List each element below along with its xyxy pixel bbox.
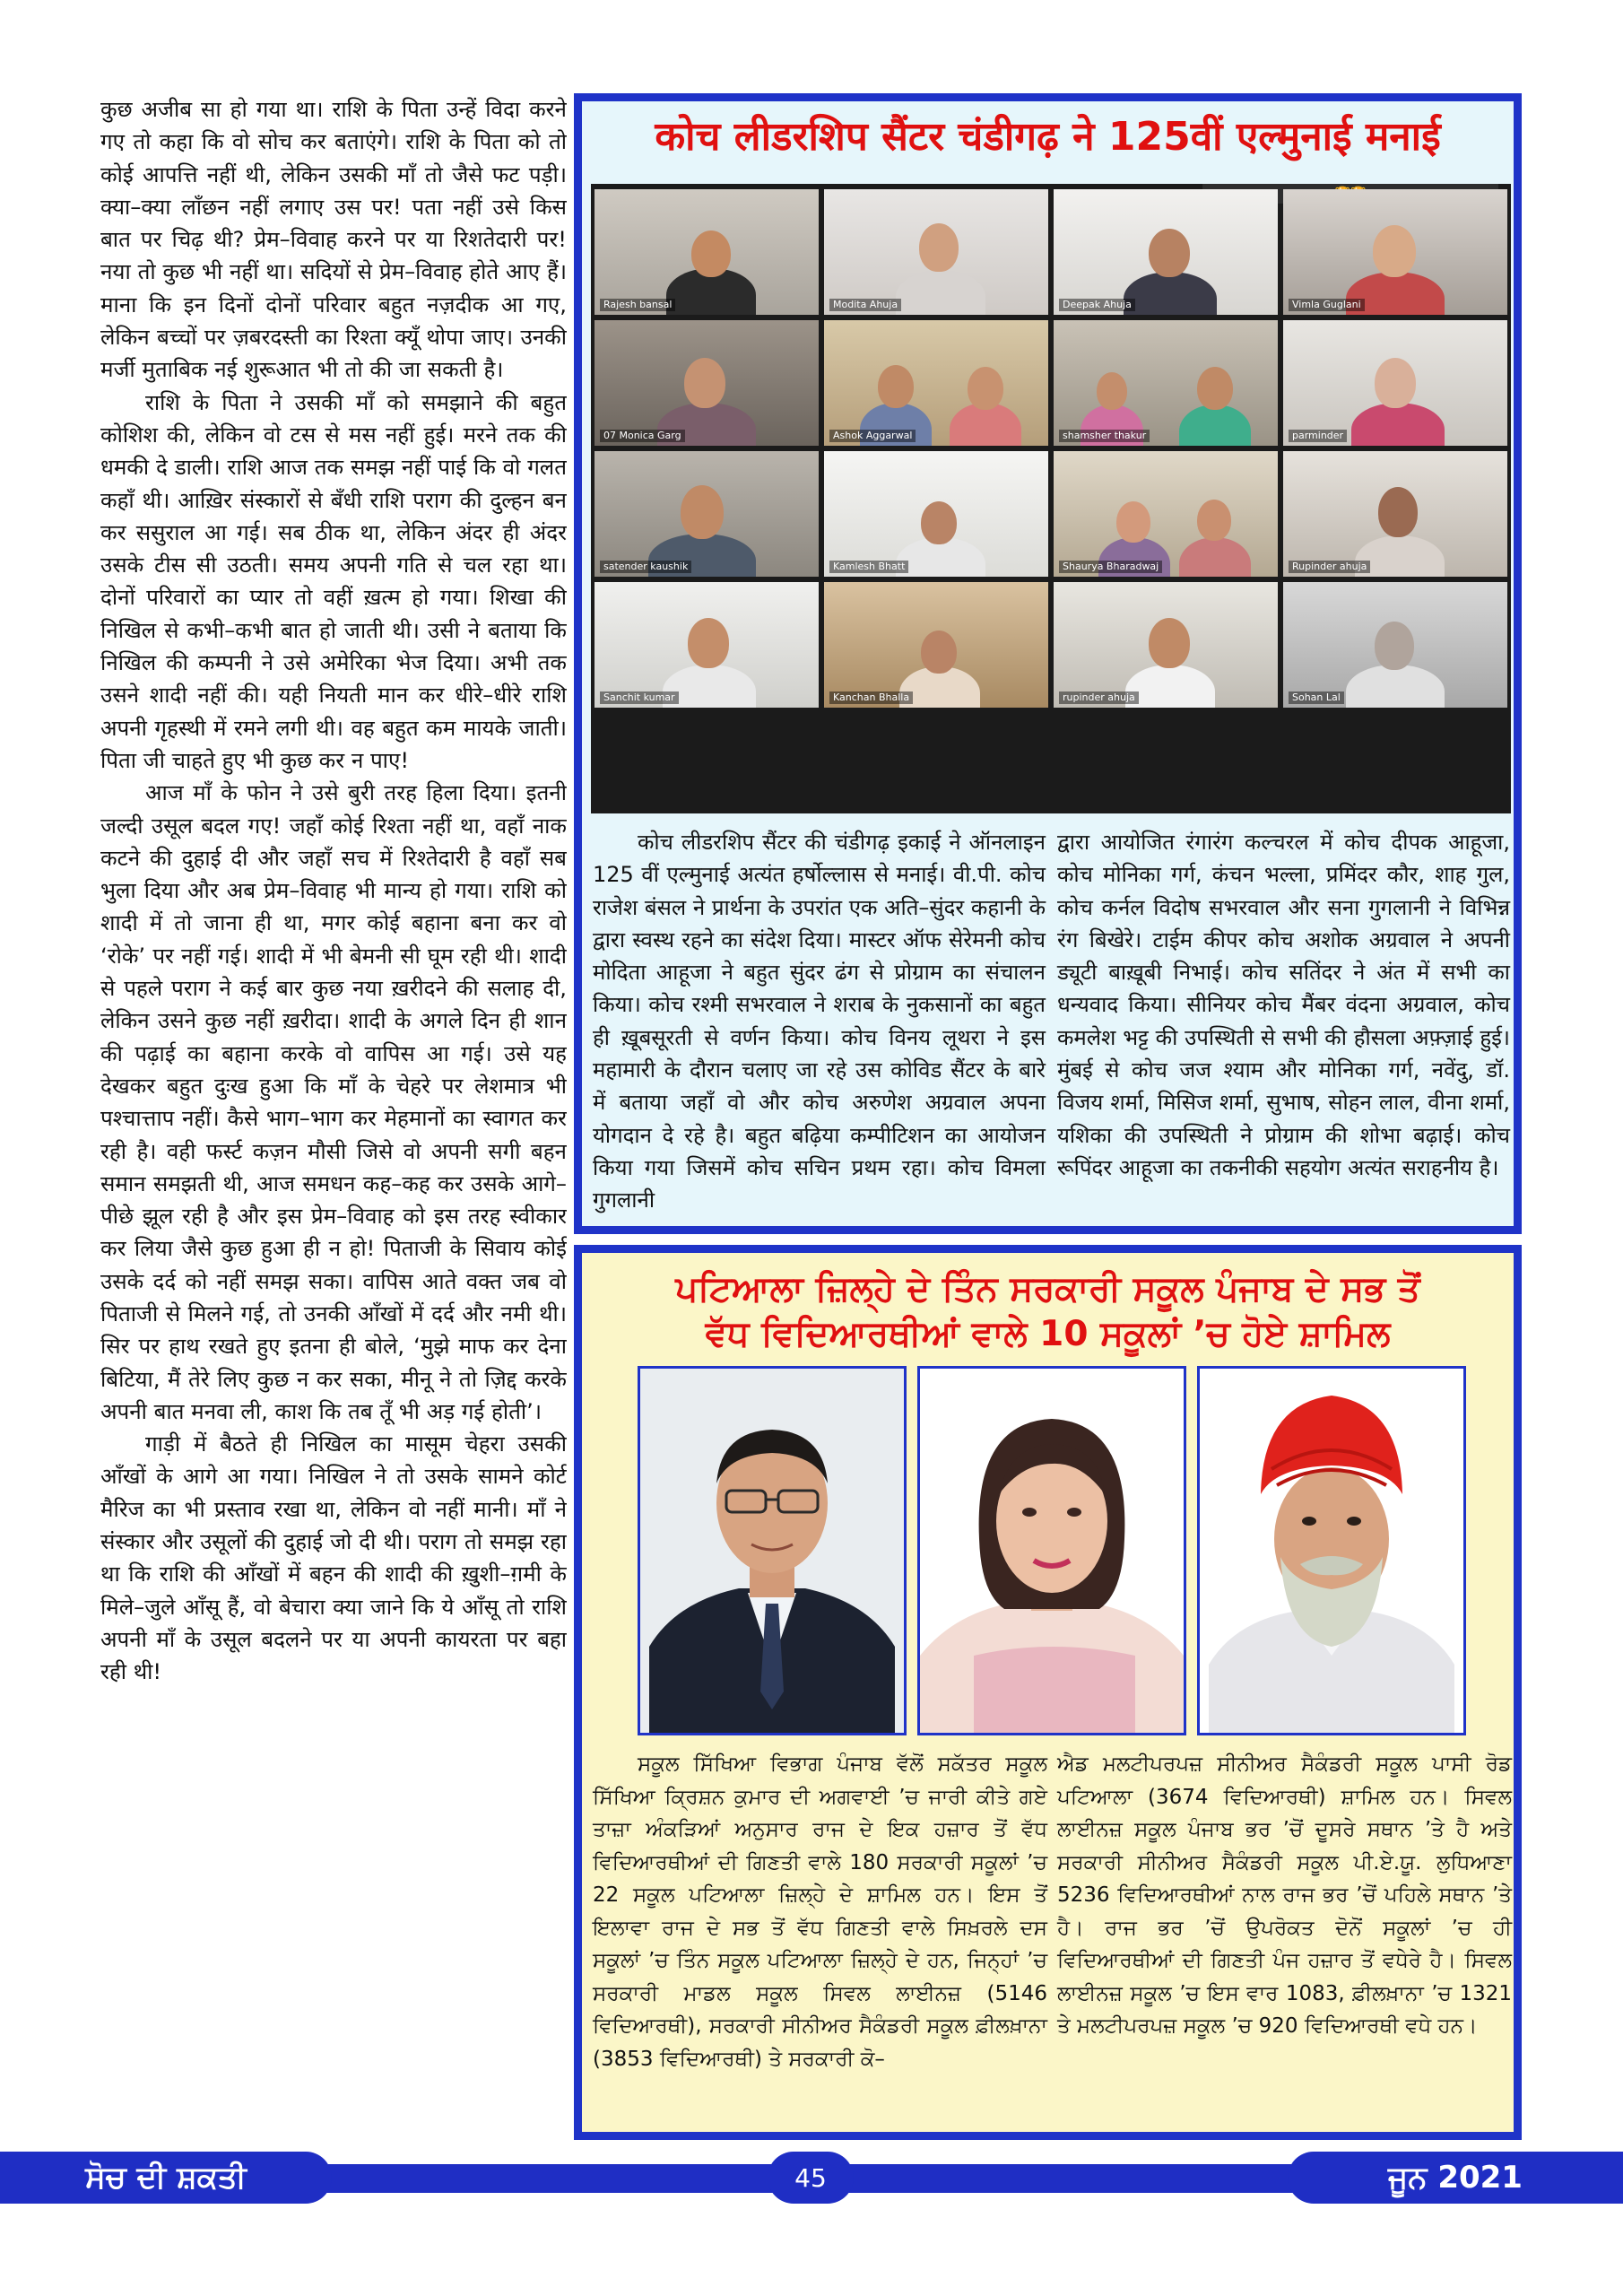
participant-name: 07 Monica Garg — [600, 430, 685, 442]
zoom-meeting-screenshot — [591, 184, 1511, 813]
article-schools-title-line2: ਵੱਧ ਵਿਦਿਆਰਥੀਆਂ ਵਾਲੇ 10 ਸਕੂਲਾਂ ’ਚ ਹੋਏ ਸ਼ਾਮਿਲ — [705, 1314, 1391, 1354]
video-tile — [1283, 189, 1507, 315]
participant-name: Ashok Aggarwal — [829, 430, 916, 442]
video-tile — [595, 451, 819, 577]
participant-name: rupinder ahuja — [1059, 691, 1139, 704]
story-paragraph: कुछ अजीब सा हो गया था। राशि के पिता उन्हें विदा करने गए तो कहा कि वो सोच कर बताएंगे। राशि के पिता को तो कोई आपत्ति नहीं थी, लेकिन उसकी माँ तो जैसे फट पड़ी। क्या–क्या लाँछन नहीं लगाए उस पर! पता नहीं उसे किस बात पर चिढ़ थी? प्रेम–विवाह करने पर या रिशतेदारी पर! नया तो कुछ भी नहीं था। सदियों से प्रेम–विवाह होते आए हैं। माना कि इन दिनों दोनों परिवार बहुत नज़दीक आ गए, लेकिन बच्चों पर ज़बरदस्ती का रिश्ता क्यूँ थोपा जाए। उनकी मर्जी मुताबिक नई शुरूआत भी तो की जा सकती है। — [100, 97, 567, 383]
video-tile — [824, 582, 1048, 708]
participant-name: Sanchit kumar — [600, 691, 679, 704]
video-tile — [1054, 189, 1278, 315]
video-tile — [1283, 451, 1507, 577]
participant-name: satender kaushik — [600, 561, 691, 573]
footer-magazine-name: ਸੋਚ ਦੀ ਸ਼ਕਤੀ — [0, 2152, 332, 2204]
footer-issue-date: ਜੂਨ 2021 — [1288, 2152, 1623, 2204]
article-alumni-box — [574, 93, 1522, 1234]
article-schools-title — [582, 1267, 1514, 1357]
participant-name: Shaurya Bharadwaj — [1059, 561, 1162, 573]
participant-name: Deepak Ahuja — [1059, 299, 1135, 311]
story-paragraph: गाड़ी में बैठते ही निखिल का मासूम चेहरा उसकी आँखों के आगे आ गया। निखिल ने तो उसके सामने कोर्ट मैरिज का भी प्रस्ताव रखा था, लेकिन वो नहीं मानी। माँ ने संस्कार और उसूलों की दुहाई जो दी थी। पराग तो समझ रहा था कि राशि की आँखों में बहन की शादी की ख़ुशी–ग़मी के मिले–जुले आँसू हैं, वो बेचारा क्या जाने कि ये आँसू तो राशि अपनी माँ के उसूल बदलने पर या अपनी कायरता पर बहा रही थी! — [100, 1431, 567, 1685]
video-tile — [1054, 451, 1278, 577]
video-tile — [1054, 320, 1278, 446]
video-tile — [824, 189, 1048, 315]
article-schools-box — [574, 1245, 1522, 2140]
article-alumni-text-left — [593, 826, 1046, 1217]
article-paragraph: ਸਕੂਲ ਸਿੱਖਿਆ ਵਿਭਾਗ ਪੰਜਾਬ ਵੱਲੋਂ ਸਕੱਤਰ ਸਕੂਲ ਸਿੱਖਿਆ ਕ੍ਰਿਸ਼ਨ ਕੁਮਾਰ ਦੀ ਅਗਵਾਈ ’ਚ ਜਾਰੀ ਕੀਤੇ ਗਏ ਤਾਜ਼ਾ ਅੰਕੜਿਆਂ ਅਨੁਸਾਰ ਰਾਜ ਦੇ ਇਕ ਹਜ਼ਾਰ ਤੋਂ ਵੱਧ ਵਿਦਿਆਰਥੀਆਂ ਦੀ ਗਿਣਤੀ ਵਾਲੇ 180 ਸਰਕਾਰੀ ਸਕੂਲਾਂ ’ਚ 22 ਸਕੂਲ ਪਟਿਆਲਾ ਜ਼ਿਲ੍ਹੇ ਦੇ ਸ਼ਾਮਿਲ ਹਨ। ਇਸ ਤੋਂ ਇਲਾਵਾ ਰਾਜ ਦੇ ਸਭ ਤੋਂ ਵੱਧ ਗਿਣਤੀ ਵਾਲੇ ਸਿਖ਼ਰਲੇ ਦਸ ਸਕੂਲਾਂ ’ਚ ਤਿੰਨ ਸਕੂਲ ਪਟਿਆਲਾ ਜ਼ਿਲ੍ਹੇ ਦੇ ਹਨ, ਜਿਨ੍ਹਾਂ ’ਚ ਸਰਕਾਰੀ ਮਾਡਲ ਸਕੂਲ ਸਿਵਲ ਲਾਈਨਜ਼ (5146 ਵਿਦਿਆਰਥੀ), ਸਰਕਾਰੀ ਸੀਨੀਅਰ ਸੈਕੰਡਰੀ ਸਕੂਲ ਫ਼ੀਲਖ਼ਾਨਾ (3853 ਵਿਦਿਆਰਥੀ) ਤੇ ਸਰਕਾਰੀ ਕੋ– — [593, 1752, 1047, 2071]
video-tile — [595, 582, 819, 708]
participant-name: Modita Ahuja — [829, 299, 901, 311]
participant-name: shamsher thakur — [1059, 430, 1150, 442]
video-tile — [824, 320, 1048, 446]
article-schools-text-right — [1057, 1748, 1512, 2043]
video-tile — [1283, 320, 1507, 446]
video-tile — [595, 320, 819, 446]
article-alumni-text-right — [1057, 826, 1510, 1184]
video-tile — [824, 451, 1048, 577]
portrait-photo-woman — [917, 1366, 1186, 1735]
footer-page-number: 45 — [768, 2152, 854, 2204]
participant-name: Kanchan Bhalla — [829, 691, 913, 704]
video-tile — [595, 189, 819, 315]
article-paragraph: कोच लीडरशिप सैंटर की चंडीगढ़ इकाई ने ऑनलाइन 125 वीं एल्मुनाई अत्यंत हर्षोल्लास से मनाई। वी.पी. कोच राजेश बंसल ने प्रार्थना के उपरांत एक अति–सुंदर कहानी के द्वारा स्वस्थ रहने का संदेश दिया। मास्टर ऑफ सेरेमनी कोच मोदिता आहूजा ने बहुत सुंदर ढंग से प्रोग्राम का संचालन किया। कोच रश्मी सभरवाल ने शराब के नुकसानों का बहुत ही ख़ूबसूरती से वर्णन किया। कोच विनय लूथरा ने इस महामारी के दौरान चलाए जा रहे उस कोविड सैंटर के बारे में बताया जहाँ वो और कोच अरुणेश अग्रवाल अपना योगदान दे रहे है। बहुत बढ़िया कम्पीटिशन का आयोजन किया गया जिसमें कोच सचिन प्रथम रहा। कोच विमला गुगलानी — [593, 830, 1046, 1213]
story-paragraph: राशि के पिता ने उसकी माँ को समझाने की बहुत कोशिश की, लेकिन वो टस से मस नहीं हुई। मरने तक की धमकी दे डाली। राशि आज तक समझ नहीं पाई कि वो गलत कहाँ थी। आख़िर संस्कारों से बँधी राशि पराग की दुल्हन बन कर ससुराल आ गई। सब ठीक था, लेकिन अंदर ही अंदर उसके टीस सी उठती। समय अपनी गति से चल रहा था। दोनों परिवारों का प्यार तो वहीं ख़त्म हो गया। शिखा की निखिल से कभी–कभी बात हो जाती थी। उसी ने बताया कि निखिल की कम्पनी ने उसे अमेरिका भेज दिया। अभी तक उसने शादी नहीं की। यही नियती मान कर धीरे–धीरे राशि अपनी गृहस्थी में रमने लगी थी। वह बहुत कम मायके जाती। पिता जी चाहते हुए भी कुछ कर न पाए! — [100, 389, 567, 773]
video-tile — [1054, 582, 1278, 708]
participant-name: Sohan Lal — [1289, 691, 1344, 704]
participant-name: Vimla Guglani — [1289, 299, 1365, 311]
article-alumni-title: कोच लीडरशिप सैंटर चंडीगढ़ ने 125वीं एल्मुनाई मनाई — [655, 114, 1441, 160]
participant-name: Kamlesh Bhatt — [829, 561, 908, 573]
portrait-photo-man-turban — [1197, 1366, 1466, 1735]
story-column — [100, 93, 567, 2147]
participant-name: Rajesh bansal — [600, 299, 675, 311]
participant-name: parminder — [1289, 430, 1347, 442]
article-paragraph: द्वारा आयोजित रंगारंग कल्चरल में कोच दीपक आहूजा, कोच मोनिका गर्ग, कंचन भल्ला, प्रमिंदर कौर, शाह गुल, कोच कर्नल विदोष सभरवाल और सना गुगलानी ने विभिन्न रंग बिखेरे। टाईम कीपर कोच अशोक अग्रवाल ने अपनी ड्यूटी बाख़ूबी निभाई। कोच सतिंदर ने अंत में सभी का धन्यवाद किया। सीनियर कोच मैंबर वंदना अग्रवाल, कोच कमलेश भट्ट की उपस्थिती से सभी की हौसला अफ़्ज़ाई हुई। मुंबई से कोच जज श्याम और मोनिका गर्ग, नवेंदु, डॉ. विजय शर्मा, मिसिज शर्मा, सुभाष, सोहन लाल, वीना शर्मा, यशिका की उपस्थिती ने प्रोग्राम की शोभा बढ़ाई। कोच रूपिंदर आहूजा का तकनीकी सहयोग अत्यंत सराहनीय है। — [1057, 830, 1510, 1180]
story-paragraph: आज माँ के फोन ने उसे बुरी तरह हिला दिया। इतनी जल्दी उसूल बदल गए! जहाँ कोई रिश्ता नहीं था, वहाँ नाक कटने की दुहाई दी और जहाँ सच में रिश्तेदारी है वहाँ सब भुला दिया और अब प्रेम–विवाह भी मान्य हो गया। राशि को शादी में तो जाना ही था, मगर कोई बहाना बना कर वो ‘रोके’ पर नहीं गई। शादी में भी बेमनी सी घूम रही थी। शादी से पहले पराग ने कई बार कुछ नया ख़रीदने की सलाह दी, लेकिन उसने कुछ नहीं ख़रीदा। शादी के अगले दिन ही शान की पढ़ाई का बहाना करके वो वापिस आ गई। उसे यह देखकर बहुत दुःख हुआ कि माँ के चेहरे पर लेशमात्र भी पश्चात्ताप नहीं। कैसे भाग–भाग कर मेहमानों का स्वागत कर रही है। वही फर्स्ट कज़न मौसी जिसे वो अपनी सगी बहन समान समझती थी, आज समधन कह–कह कर उसके आगे–पीछे झूल रही है और इस प्रेम–विवाह को इस तरह स्वीकार कर लिया जैसे कुछ हुआ ही न हो! पिताजी के सिवाय कोई उसके दर्द को नहीं समझ सका। वापिस आते वक्त जब वो पिताजी से मिलने गई, तो उनकी आँखों में दर्द और नमी थी। सिर पर हाथ रखते हुए इतना ही बोले, ‘मुझे माफ कर देना बिटिया, मैं तेरे लिए कुछ न कर सका, मीनू ने तो ज़िद्द करके अपनी बात मनवा ली, काश कि तब तूँ भी अड़ गई होती’। — [100, 780, 567, 1424]
participant-name: Rupinder ahuja — [1289, 561, 1370, 573]
video-tile — [1283, 582, 1507, 708]
article-schools-text-left — [593, 1748, 1047, 2075]
article-paragraph: ਐਡ ਮਲਟੀਪਰਪਜ਼ ਸੀਨੀਅਰ ਸੈਕੰਡਰੀ ਸਕੂਲ ਪਾਸੀ ਰੋਡ ਪਟਿਆਲਾ (3674 ਵਿਦਿਆਰਥੀ) ਸ਼ਾਮਿਲ ਹਨ। ਸਿਵਲ ਲਾਈਨਜ਼ ਸਕੂਲ ਪੰਜਾਬ ਭਰ ’ਚੋਂ ਦੂਸਰੇ ਸਥਾਨ ’ਤੇ ਹੈ ਅਤੇ ਸਰਕਾਰੀ ਸੀਨੀਅਰ ਸੈਕੰਡਰੀ ਸਕੂਲ ਪੀ.ਏ.ਯੂ. ਲੁਧਿਆਣਾ 5236 ਵਿਦਿਆਰਥੀਆਂ ਨਾਲ ਰਾਜ ਭਰ ’ਚੋਂ ਪਹਿਲੇ ਸਥਾਨ ’ਤੇ ਹੈ। ਰਾਜ ਭਰ ’ਚੋਂ ਉਪਰੋਕਤ ਦੋਨੋਂ ਸਕੂਲਾਂ ’ਚ ਹੀ ਵਿਦਿਆਰਥੀਆਂ ਦੀ ਗਿਣਤੀ ਪੰਜ ਹਜ਼ਾਰ ਤੋਂ ਵਧੇਰੇ ਹੈ। ਸਿਵਲ ਲਾਈਨਜ਼ ਸਕੂਲ ’ਚ ਇਸ ਵਾਰ 1083, ਫ਼ੀਲਖ਼ਾਨਾ ’ਚ 1321 ਤੇ ਮਲਟੀਪਰਪਜ਼ ਸਕੂਲ ’ਚ 920 ਵਿਦਿਆਰਥੀ ਵਧੇ ਹਨ। — [1057, 1752, 1512, 2038]
article-schools-title-line1: ਪਟਿਆਲਾ ਜ਼ਿਲ੍ਹੇ ਦੇ ਤਿੰਨ ਸਰਕਾਰੀ ਸਕੂਲ ਪੰਜਾਬ ਦੇ ਸਭ ਤੋਂ — [675, 1269, 1420, 1309]
portrait-photo-man-suit — [638, 1366, 907, 1735]
